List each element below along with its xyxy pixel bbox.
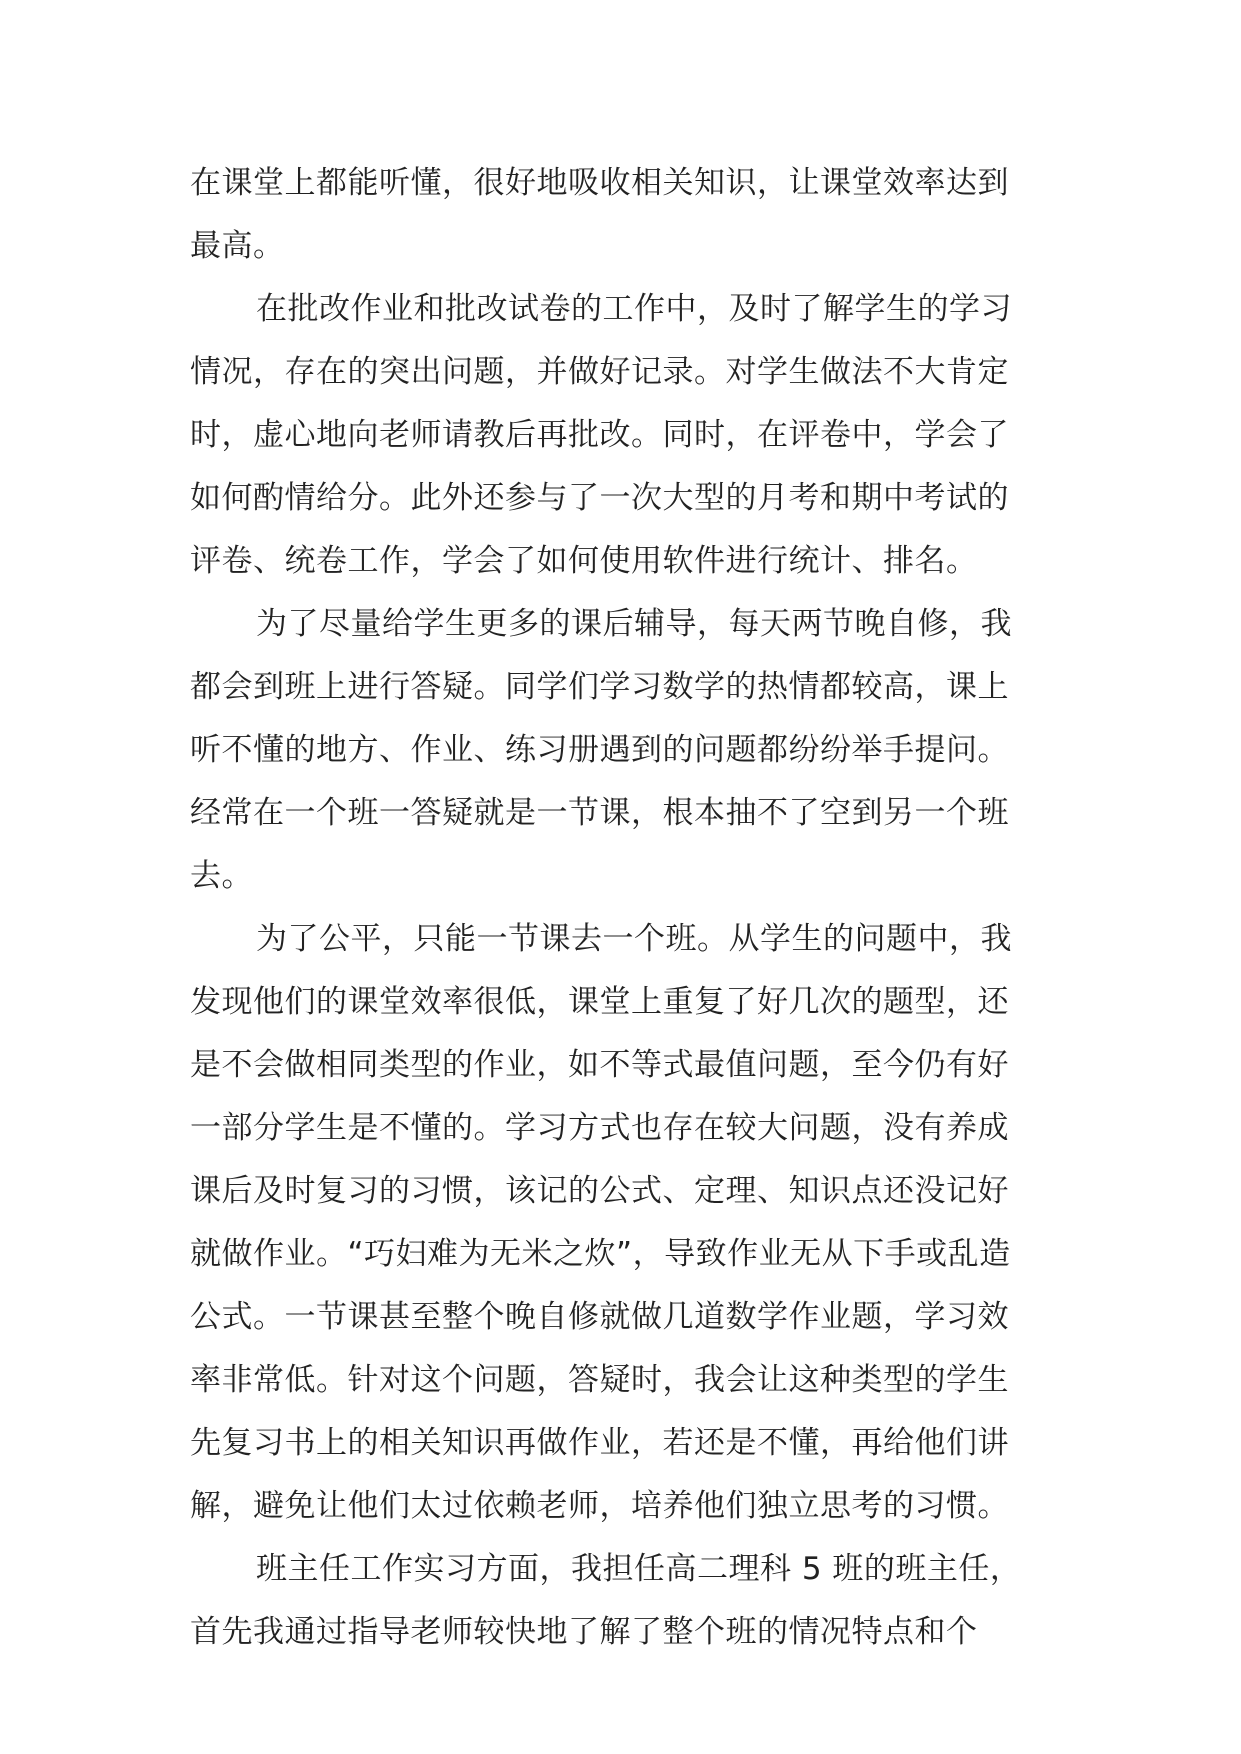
text-line: 在课堂上都能听懂，很好地吸收相关知识，让课堂效率达到 [190, 165, 1009, 201]
text-line: 先复习书上的相关知识再做作业，若还是不懂，再给他们讲 [190, 1425, 1009, 1461]
text-line: 首先我通过指导老师较快地了解了整个班的情况特点和个 [190, 1614, 978, 1650]
text-line: 公式。一节课甚至整个晚自修就做几道数学作业题，学习效 [190, 1299, 1009, 1335]
paragraph [190, 152, 1050, 278]
text-line: 听不懂的地方、作业、练习册遇到的问题都纷纷举手提问。 [190, 732, 1009, 768]
paragraph [190, 908, 1050, 1538]
text-line: 课后及时复习的习惯，该记的公式、定理、知识点还没记好 [190, 1173, 1009, 1209]
text-line: 最高。 [190, 228, 285, 264]
paragraph [190, 593, 1050, 908]
text-line: 情况，存在的突出问题，并做好记录。对学生做法不大肯定 [190, 354, 1009, 390]
paragraph [190, 1538, 1050, 1664]
text-line: 是不会做相同类型的作业，如不等式最值问题，至今仍有好 [190, 1047, 1009, 1083]
text-line: 一部分学生是不懂的。学习方式也存在较大问题，没有养成 [190, 1110, 1009, 1146]
text-line: 如何酌情给分。此外还参与了一次大型的月考和期中考试的 [190, 480, 1009, 516]
text-line: 为了公平，只能一节课去一个班。从学生的问题中，我 [256, 921, 1012, 957]
paragraph [190, 278, 1050, 593]
text-line: 解，避免让他们太过依赖老师，培养他们独立思考的习惯。 [190, 1488, 1009, 1524]
text-line: 评卷、统卷工作，学会了如何使用软件进行统计、排名。 [190, 543, 978, 579]
text-line: 时，虚心地向老师请教后再批改。同时，在评卷中，学会了 [190, 417, 1009, 453]
text-line: 班主任工作实习方面，我担任高二理科 5 班的班主任， [256, 1551, 1022, 1587]
text-line: 在批改作业和批改试卷的工作中，及时了解学生的学习 [256, 291, 1012, 327]
text-line: 去。 [190, 858, 253, 894]
text-line: 都会到班上进行答疑。同学们学习数学的热情都较高，课上 [190, 669, 1009, 705]
document-body [190, 152, 1050, 1664]
text-line: 发现他们的课堂效率很低，课堂上重复了好几次的题型，还 [190, 984, 1009, 1020]
text-line: 经常在一个班一答疑就是一节课，根本抽不了空到另一个班 [190, 795, 1009, 831]
text-line: 率非常低。针对这个问题，答疑时，我会让这种类型的学生 [190, 1362, 1009, 1398]
text-line: 为了尽量给学生更多的课后辅导，每天两节晚自修，我 [256, 606, 1012, 642]
text-line: 就做作业。“巧妇难为无米之炊”，导致作业无从下手或乱造 [190, 1236, 1011, 1272]
